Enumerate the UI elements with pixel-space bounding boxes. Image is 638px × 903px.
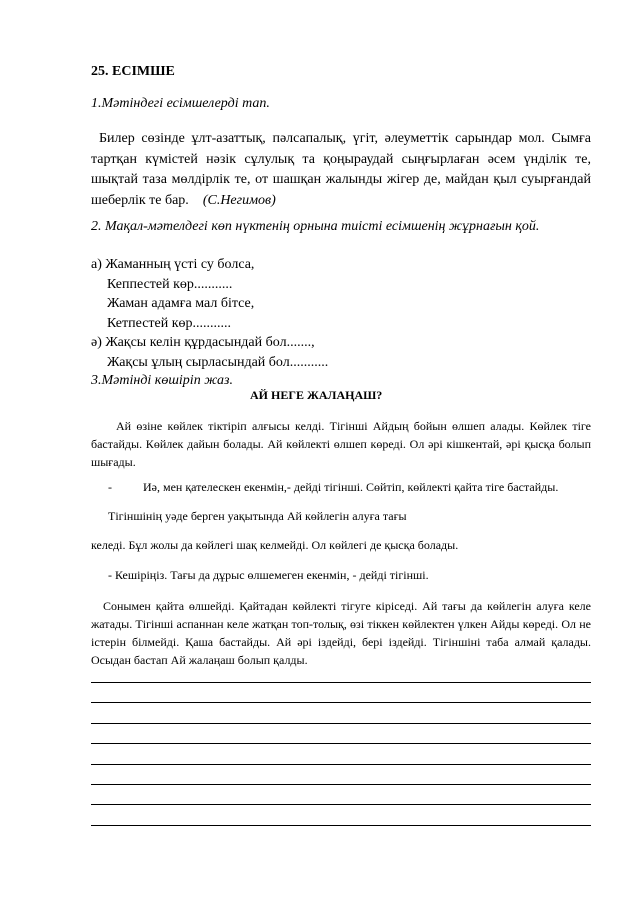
proverb-line: а) Жаманның үсті су болса,	[91, 257, 255, 272]
page-title: 25. ЕСІМШЕ	[91, 64, 175, 79]
dialogue-line-1: Иә, мен қателескен екенмін,- дейді тігінші. Сөйтіп, көйлекті қайта тіге бастайды.	[143, 480, 559, 494]
dialogue-line-2: - Кешіріңіз. Тағы да дұрыс өлшемеген екенмін, - дейді тігінші.	[108, 568, 429, 582]
proverb-line: Жақсы ұлың сырласындай бол...........	[107, 354, 329, 370]
proverb-line: Жаман адамға мал бітсе,	[107, 296, 255, 311]
story-paragraph-3	[91, 597, 591, 669]
task-2-heading: 2. Мақал-мәтелдегі көп нүктенің орнына тиісті есімшенің жұрнағын қой.	[91, 219, 540, 234]
story-text: Ай өзіне көйлек тіктіріп алғысы келді. Тігінші Айдың бойын өлшеп алады. Көйлек тіге бастайды. Көйлек дайын болады. Ай көйлекті өлшеп көреді. Ол әрі кішкентай, әрі қысқа болып шығады.	[91, 419, 591, 469]
story-text: Сонымен қайта өлшейді. Қайтадан көйлекті тігуге кіріседі. Ай тағы да көйлегін алуға келе жатады. Тігінші аспаннан келе жатқан топ-толық, өзі тіккен көйлектен үлкен Айды көреді. Ол не істерін білмейді. Қаша бастайды. Ай әрі іздейді, бері іздейді. Тігіншіні таба алмай қалады. Осыдан бастап Ай жалаңаш болып қалды.	[91, 599, 591, 667]
writing-line[interactable]	[91, 702, 591, 703]
proverb-line: ә) Жақсы келін құрдасындай бол.......,	[91, 335, 315, 350]
proverb-line: Кеппестей көр...........	[107, 276, 233, 292]
writing-line[interactable]	[91, 723, 591, 724]
writing-line[interactable]	[91, 682, 591, 683]
writing-line[interactable]	[91, 784, 591, 785]
story-title: АЙ НЕГЕ ЖАЛАҢАШ?	[250, 388, 383, 402]
story-paragraph-2-cont: келеді. Бұл жолы да көйлегі шақ келмейді. Ол көйлегі де қысқа болады.	[91, 538, 459, 552]
writing-line[interactable]	[91, 764, 591, 765]
task-3-heading: 3.Мәтінді көшіріп жаз.	[91, 373, 233, 388]
writing-line[interactable]	[91, 825, 591, 826]
story-paragraph-1	[91, 417, 591, 471]
dialogue-dash: -	[108, 480, 112, 494]
proverb-line: Кетпестей көр...........	[107, 315, 232, 331]
proverbs-list	[91, 255, 328, 372]
writing-line[interactable]	[91, 743, 591, 744]
task-1-heading: 1.Мәтіндегі есімшелерді тап.	[91, 96, 270, 111]
task-1-text-block	[91, 129, 591, 211]
task-1-author: (С.Негимов)	[202, 192, 276, 208]
story-paragraph-2: Тігіншінің уәде берген уақытында Ай көйлегін алуға тағы	[108, 509, 407, 523]
task-1-text: Билер сөзінде ұлт-азаттық, пәлсапалық, үгіт, әлеуметтік сарындар мол. Сымға тартқан күмістей нәзік сұлулық та қоңыраудай сыңғырлаған әсем үнділік те, шықтай таза мөлдірлік те, от шашқан жалынды жігер де, майдан қыл суырғандай шеберлік те бар.	[91, 131, 591, 208]
writing-lines	[91, 682, 591, 845]
writing-line[interactable]	[91, 804, 591, 805]
